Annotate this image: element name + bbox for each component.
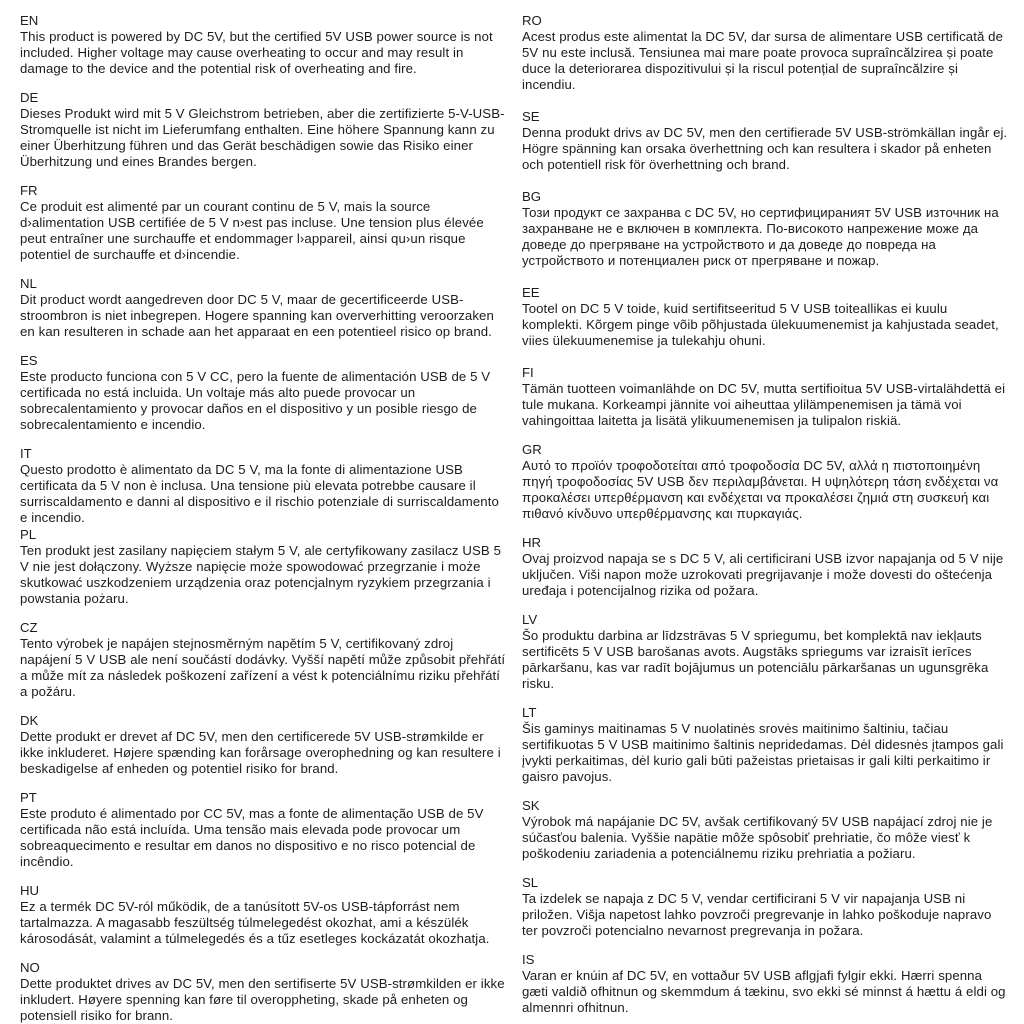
language-code-es: ES <box>20 353 38 368</box>
language-code-no: NO <box>20 960 40 975</box>
language-code-pt: PT <box>20 790 37 805</box>
language-section-hu <box>20 883 508 947</box>
language-code-hu: HU <box>20 883 40 898</box>
language-text-gr: Αυτό το προϊόν τροφοδοτείται από τροφοδοσία DC 5V, αλλά η πιστοποιημένη πηγή τροφοδοσίας 5V USB δεν περιλαμβάνεται. Η υψηλότερη τάση ενδέχεται να προκαλέσει υπερθέρμανση και ενδέχεται να προκαλέσει ζημιά στη συσκευή και πιθανό κίνδυνο υπερθέρμανσης και πυρκαγιάς. <box>522 458 999 521</box>
language-section-hr <box>522 535 1010 599</box>
language-text-no: Dette produktet drives av DC 5V, men den sertifiserte 5V USB-strømkilden er ikke inkludert. Høyere spenning kan føre til overoppheting, skade på enheten og potensiell risiko for brann. <box>20 976 505 1023</box>
language-code-en: EN <box>20 13 39 28</box>
language-section-sk <box>522 798 1010 862</box>
language-text-hu: Ez a termék DC 5V-ról működik, de a tanúsított 5V-os USB-tápforrást nem tartalmazza. A magasabb feszültség túlmelegedést okozhat, ami a készülék károsodását, valamint a túlmelegedés és a tűz esetleges kockázatát okozhatja. <box>20 899 490 946</box>
language-code-it: IT <box>20 446 32 461</box>
language-section-fr <box>20 183 508 263</box>
language-text-ro: Acest produs este alimentat la DC 5V, dar sursa de alimentare USB certificată de 5V nu este inclusă. Tensiunea mai mare poate provoca supraîncălzirea și poate duce la deteriorarea dispozitivului și la riscul potențial de supraîncălzire și incendiu. <box>522 29 1004 92</box>
language-section-is <box>522 952 1010 1016</box>
language-section-bg <box>522 189 1010 269</box>
language-code-lt: LT <box>522 705 537 720</box>
language-section-it <box>20 446 508 526</box>
language-code-lv: LV <box>522 612 538 627</box>
language-text-dk: Dette produkt er drevet af DC 5V, men den certificerede 5V USB-strømkilde er ikke inkluderet. Højere spænding kan forårsage overophedning og kan resultere i beskadigelse af enheden og potentiel risiko for brand. <box>20 729 501 776</box>
language-section-en <box>20 13 508 77</box>
language-text-fr: Ce produit est alimenté par un courant continu de 5 V, mais la source d›alimentation USB certifiée de 5 V n›est pas incluse. Une tension plus élevée peut entraîner une surchauffe et endommager l›appareil, ainsi qu›un risque potentiel de surchauffe et d›incendie. <box>20 199 484 262</box>
language-text-pl: Ten produkt jest zasilany napięciem stałym 5 V, ale certyfikowany zasilacz USB 5 V nie jest dołączony. Wyższe napięcie może spowodować przegrzanie i może skutkować uszkodzeniem urządzenia oraz potencjalnym ryzykiem przegrzania i powstania pożaru. <box>20 543 502 606</box>
language-section-pt <box>20 790 508 870</box>
language-text-hr: Ovaj proizvod napaja se s DC 5 V, ali certificirani USB izvor napajanja od 5 V nije uključen. Viši napon može uzrokovati pregrijavanje i može dovesti do oštećenja uređaja i potencijalnog rizika od požara. <box>522 551 1004 598</box>
column-left <box>20 13 508 1023</box>
language-text-it: Questo prodotto è alimentato da DC 5 V, ma la fonte di alimentazione USB certificata da 5 V non è inclusa. Una tensione più elevata potrebbe causare il surriscaldamento e danni al dispositivo e il rischio potenziale di surriscaldamento e incendio. <box>20 462 499 525</box>
language-code-pl: PL <box>20 527 37 542</box>
language-code-cz: CZ <box>20 620 38 635</box>
language-text-pt: Este produto é alimentado por CC 5V, mas a fonte de alimentação USB de 5V certificada não está incluída. Uma tensão mais elevada pode provocar um sobreaquecimento e resultar em danos no dispositivo e no risco potencial de incêndio. <box>20 806 484 869</box>
language-text-es: Este producto funciona con 5 V CC, pero la fuente de alimentación USB de 5 V certificada no está incluida. Un voltaje más alto puede provocar un sobrecalentamiento y provocar daños en el dispositivo y un posible riesgo de sobrecalentamiento e incendio. <box>20 369 491 432</box>
language-text-lv: Šo produktu darbina ar līdzstrāvas 5 V spriegumu, bet komplektā nav iekļauts sertificēts 5 V USB barošanas avots. Augstāks spriegums var izraisīt ierīces pārkaršanu, kas var radīt bojājumus un potenciālu pārkaršanas un ugunsgrēka risku. <box>522 628 989 691</box>
language-section-es <box>20 353 508 433</box>
language-section-sl <box>522 875 1010 939</box>
language-section-cz <box>20 620 508 700</box>
language-code-nl: NL <box>20 276 37 291</box>
language-code-sl: SL <box>522 875 539 890</box>
language-code-gr: GR <box>522 442 542 457</box>
column-right <box>522 13 1010 1014</box>
language-text-en: This product is powered by DC 5V, but the certified 5V USB power source is not included. Higher voltage may cause overheating to occur and may result in damage to the device and the potential risk of overheating and fire. <box>20 29 493 76</box>
language-code-ro: RO <box>522 13 542 28</box>
language-code-fr: FR <box>20 183 38 198</box>
language-section-se <box>522 109 1010 173</box>
language-code-de: DE <box>20 90 39 105</box>
language-section-ro <box>522 13 1010 93</box>
language-code-sk: SK <box>522 798 540 813</box>
language-text-se: Denna produkt drivs av DC 5V, men den certifierade 5V USB-strömkällan ingår ej. Högre spänning kan orsaka överhettning och kan resultera i skador på enheten och potentiell risk för överhettning och brand. <box>522 125 1008 172</box>
language-code-dk: DK <box>20 713 39 728</box>
language-text-lt: Šis gaminys maitinamas 5 V nuolatinės srovės maitinimo šaltiniu, tačiau sertifikuotas 5 V USB maitinimo šaltinis nepridedamas. Dėl didesnės įtampos gali įvykti perkaitimas, dėl kurio gali būti pažeistas prietaisas ir gali kilti perkaitimo ir gaisro pavojus. <box>522 721 1004 784</box>
language-text-sk: Výrobok má napájanie DC 5V, avšak certifikovaný 5V USB napájací zdroj nie je súčasťou balenia. Vyššie napätie môže spôsobiť prehriatie, čo môže viesť k poškodeniu zariadenia a potenciálnemu riziku prehriatia a požiaru. <box>522 814 993 861</box>
language-text-is: Varan er knúin af DC 5V, en vottaður 5V USB aflgjafi fylgir ekki. Hærri spenna gæti valdið ofhitnun og skemmdum á tækinu, svo ekki sé minnst á hættu á eldi og almennri ofhitnun. <box>522 968 1006 1015</box>
language-section-ee <box>522 285 1010 349</box>
language-section-gr <box>522 442 1010 522</box>
language-section-lt <box>522 705 1010 785</box>
language-text-bg: Този продукт се захранва с DC 5V, но сертифицираният 5V USB източник на захранване не е включен в комплекта. По-високото напрежение може да доведе до прегряване на устройството и да доведе до повреда на устройството и потенциален риск от прегряване и пожар. <box>522 205 999 268</box>
language-section-no <box>20 960 508 1024</box>
language-section-lv <box>522 612 1010 692</box>
language-code-fi: FI <box>522 365 534 380</box>
language-text-fi: Tämän tuotteen voimanlähde on DC 5V, mutta sertifioitua 5V USB-virtalähdettä ei tule mukana. Korkeampi jännite voi aiheuttaa ylilämpenemisen ja tämä voi vahingoittaa laitetta ja lisätä ylikuumenemisen ja tulipalon riskiä. <box>522 381 1006 428</box>
language-section-fi <box>522 365 1010 429</box>
language-text-de: Dieses Produkt wird mit 5 V Gleichstrom betrieben, aber die zertifizierte 5-V-USB-Stromquelle ist nicht im Lieferumfang enthalten. Eine höhere Spannung kann zu einer Überhitzung führen und das Gerät beschädigen sowie das Risiko einer Überhitzung und eines Brandes bergen. <box>20 106 505 169</box>
language-code-hr: HR <box>522 535 542 550</box>
language-section-pl <box>20 527 508 607</box>
language-code-is: IS <box>522 952 535 967</box>
language-text-sl: Ta izdelek se napaja z DC 5 V, vendar certificirani 5 V vir napajanja USB ni priložen. Višja napetost lahko povzroči pregrevanje in lahko poškoduje napravo ter povzroči potencialno nevarnost pregrevanja in požara. <box>522 891 992 938</box>
language-text-cz: Tento výrobek je napájen stejnosměrným napětím 5 V, certifikovaný zdroj napájení 5 V USB ale není součástí dodávky. Vyšší napětí může způsobit přehřátí a může mít za následek poškození zařízení a vést k potenciálnímu riziku přehřátí a požáru. <box>20 636 506 699</box>
language-section-nl <box>20 276 508 340</box>
language-text-nl: Dit product wordt aangedreven door DC 5 V, maar de gecertificeerde USB-stroombron is niet inbegrepen. Hogere spanning kan oververhitting veroorzaken en kan resulteren in schade aan het apparaat en een potentieel risico op brand. <box>20 292 494 339</box>
language-code-ee: EE <box>522 285 540 300</box>
language-section-dk <box>20 713 508 777</box>
language-code-bg: BG <box>522 189 542 204</box>
language-code-se: SE <box>522 109 540 124</box>
language-section-de <box>20 90 508 170</box>
language-text-ee: Tootel on DC 5 V toide, kuid sertifitseeritud 5 V USB toiteallikas ei kuulu komplekti. Kõrgem pinge võib põhjustada ülekuumenemist ja kahjustada seadet, viies ülekuumenemise ja tulekahju ohuni. <box>522 301 999 348</box>
